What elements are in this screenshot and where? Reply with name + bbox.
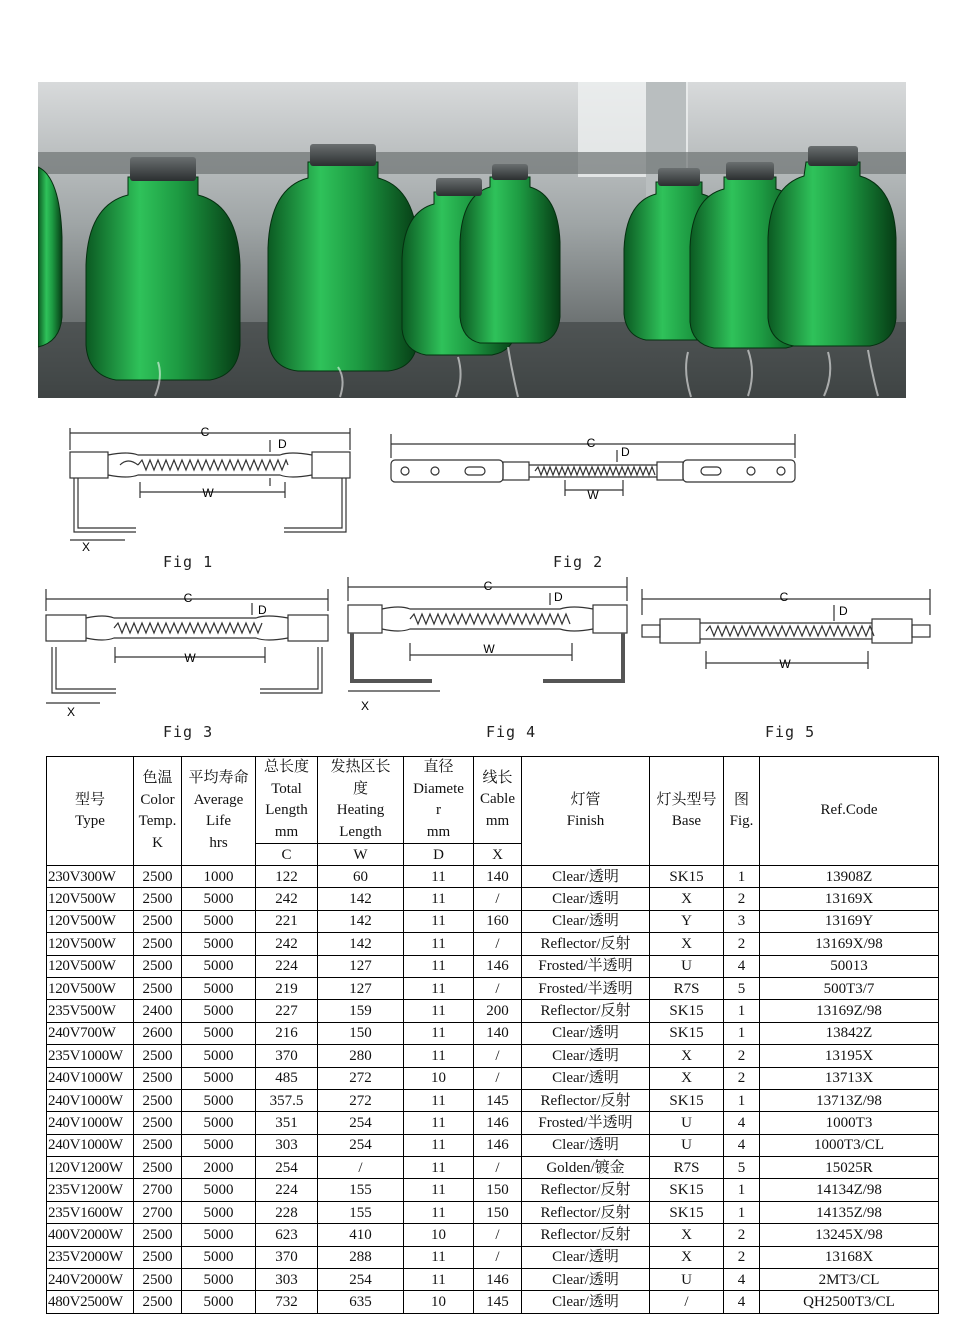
cell-heating-length: 635 <box>318 1291 404 1313</box>
cell-type: 120V500W <box>47 977 134 999</box>
cell-base: U <box>650 1269 724 1291</box>
cell-total-length: 242 <box>256 888 318 910</box>
cell-fig: 2 <box>724 1067 760 1089</box>
cell-base: Y <box>650 910 724 932</box>
fig5-label-d: D <box>839 604 848 618</box>
fig1-label-d: D <box>278 437 287 451</box>
cell-heating-length: 272 <box>318 1067 404 1089</box>
figure-4-diagram <box>340 573 635 713</box>
cell-average-life: 5000 <box>182 1022 256 1044</box>
cell-base: X <box>650 1045 724 1067</box>
cell-cable: 146 <box>474 1112 522 1134</box>
cell-color-temp: 2500 <box>134 866 182 888</box>
cell-total-length: 732 <box>256 1291 318 1313</box>
cell-type: 240V1000W <box>47 1089 134 1111</box>
cell-color-temp: 2500 <box>134 1045 182 1067</box>
subheader-w: W <box>318 844 404 866</box>
cell-fig: 2 <box>724 933 760 955</box>
table-row <box>47 977 939 999</box>
cell-type: 240V1000W <box>47 1067 134 1089</box>
cell-fig: 1 <box>724 1179 760 1201</box>
fig5-label-c: C <box>779 590 789 604</box>
cell-color-temp: 2500 <box>134 1246 182 1268</box>
product-photo <box>38 82 906 398</box>
cell-color-temp: 2500 <box>134 1112 182 1134</box>
cell-type: 120V500W <box>47 910 134 932</box>
lamp-diagram-fig1 <box>60 420 360 555</box>
table-row <box>47 955 939 977</box>
cell-cable: 200 <box>474 1000 522 1022</box>
cell-fig: 2 <box>724 1246 760 1268</box>
cell-color-temp: 2500 <box>134 888 182 910</box>
table-row <box>47 1246 939 1268</box>
cell-average-life: 5000 <box>182 1224 256 1246</box>
cell-diameter: 11 <box>404 1201 474 1223</box>
cell-diameter: 11 <box>404 1157 474 1179</box>
fig5-label-w: W <box>779 657 791 671</box>
cell-fig: 1 <box>724 1089 760 1111</box>
cell-finish: Reflector/反射 <box>522 1224 650 1246</box>
cell-color-temp: 2500 <box>134 1089 182 1111</box>
cell-color-temp: 2500 <box>134 1134 182 1156</box>
cell-type: 120V500W <box>47 933 134 955</box>
cell-total-length: 219 <box>256 977 318 999</box>
cell-type: 235V1200W <box>47 1179 134 1201</box>
cell-average-life: 5000 <box>182 1134 256 1156</box>
cell-base: X <box>650 1246 724 1268</box>
cell-finish: Frosted/半透明 <box>522 955 650 977</box>
cell-cable: 140 <box>474 866 522 888</box>
col-header-heating-length: 发热区长 度 Heating Length <box>318 757 404 844</box>
cell-heating-length: 155 <box>318 1179 404 1201</box>
cell-base: X <box>650 933 724 955</box>
cell-finish: Reflector/反射 <box>522 1089 650 1111</box>
table-row <box>47 910 939 932</box>
cell-heating-length: 272 <box>318 1089 404 1111</box>
cell-cable: / <box>474 1045 522 1067</box>
cell-total-length: 351 <box>256 1112 318 1134</box>
cell-diameter: 11 <box>404 977 474 999</box>
table-row <box>47 1134 939 1156</box>
cell-heating-length: 142 <box>318 910 404 932</box>
cell-average-life: 5000 <box>182 1045 256 1067</box>
figure-4-caption: Fig 4 <box>486 723 537 741</box>
bottles-photo-illustration <box>38 82 906 398</box>
cell-average-life: 5000 <box>182 1291 256 1313</box>
figure-1-diagram <box>60 420 360 555</box>
cell-total-length: 224 <box>256 1179 318 1201</box>
table-row <box>47 1089 939 1111</box>
cell-total-length: 485 <box>256 1067 318 1089</box>
table-row <box>47 1000 939 1022</box>
cell-finish: Clear/透明 <box>522 910 650 932</box>
cell-finish: Clear/透明 <box>522 1067 650 1089</box>
cell-diameter: 11 <box>404 1112 474 1134</box>
cell-base: X <box>650 1224 724 1246</box>
cell-diameter: 11 <box>404 1045 474 1067</box>
cell-total-length: 254 <box>256 1157 318 1179</box>
cell-finish: Clear/透明 <box>522 888 650 910</box>
cell-fig: 1 <box>724 1000 760 1022</box>
table-row <box>47 1179 939 1201</box>
cell-type: 120V500W <box>47 888 134 910</box>
lamp-diagram-fig5 <box>636 585 936 680</box>
cell-ref-code: 14135Z/98 <box>760 1201 939 1223</box>
cell-finish: Clear/透明 <box>522 1045 650 1067</box>
cell-cable: 146 <box>474 1269 522 1291</box>
cell-total-length: 221 <box>256 910 318 932</box>
fig3-label-x: X <box>67 705 76 719</box>
cell-total-length: 216 <box>256 1022 318 1044</box>
spec-table <box>46 756 939 1314</box>
fig3-label-d: D <box>258 603 267 617</box>
cell-ref-code: 13168X <box>760 1246 939 1268</box>
cell-base: / <box>650 1291 724 1313</box>
cell-average-life: 5000 <box>182 1246 256 1268</box>
lamp-diagram-fig4 <box>340 573 635 713</box>
cell-base: U <box>650 1112 724 1134</box>
col-header-diameter: 直径 Diamete r mm <box>404 757 474 844</box>
cell-fig: 4 <box>724 1134 760 1156</box>
cell-ref-code: 2MT3/CL <box>760 1269 939 1291</box>
cell-type: 240V700W <box>47 1022 134 1044</box>
cell-heating-length: 142 <box>318 933 404 955</box>
fig4-label-x: X <box>361 699 370 713</box>
cell-heating-length: 60 <box>318 866 404 888</box>
cell-fig: 1 <box>724 866 760 888</box>
cell-heating-length: 410 <box>318 1224 404 1246</box>
fig1-label-x: X <box>82 540 91 554</box>
cell-total-length: 224 <box>256 955 318 977</box>
cell-diameter: 11 <box>404 910 474 932</box>
cell-cable: 140 <box>474 1022 522 1044</box>
cell-fig: 3 <box>724 910 760 932</box>
cell-heating-length: 254 <box>318 1269 404 1291</box>
fig4-label-c: C <box>483 579 493 593</box>
cell-average-life: 5000 <box>182 888 256 910</box>
cell-type: 240V1000W <box>47 1112 134 1134</box>
cell-heating-length: 150 <box>318 1022 404 1044</box>
lamp-diagram-fig2 <box>385 428 800 508</box>
cell-cable: / <box>474 1157 522 1179</box>
cell-ref-code: 13169Z/98 <box>760 1000 939 1022</box>
col-header-average-life: 平均寿命 Average Life hrs <box>182 757 256 866</box>
table-row <box>47 1067 939 1089</box>
cell-base: SK15 <box>650 1089 724 1111</box>
cell-base: SK15 <box>650 866 724 888</box>
cell-cable: 160 <box>474 910 522 932</box>
col-header-ref-code: Ref.Code <box>760 757 939 866</box>
cell-total-length: 370 <box>256 1045 318 1067</box>
cell-cable: 145 <box>474 1291 522 1313</box>
cell-fig: 5 <box>724 977 760 999</box>
cell-cable: 146 <box>474 955 522 977</box>
cell-diameter: 11 <box>404 888 474 910</box>
col-header-base: 灯头型号 Base <box>650 757 724 866</box>
cell-heating-length: 254 <box>318 1112 404 1134</box>
cell-color-temp: 2500 <box>134 910 182 932</box>
table-row <box>47 1269 939 1291</box>
cell-finish: Frosted/半透明 <box>522 977 650 999</box>
cell-fig: 4 <box>724 955 760 977</box>
cell-ref-code: 13169Y <box>760 910 939 932</box>
col-header-fig: 图 Fig. <box>724 757 760 866</box>
fig1-label-w: W <box>202 486 214 500</box>
cell-finish: Clear/透明 <box>522 1134 650 1156</box>
cell-base: SK15 <box>650 1201 724 1223</box>
cell-fig: 2 <box>724 1045 760 1067</box>
cell-total-length: 303 <box>256 1269 318 1291</box>
cell-diameter: 11 <box>404 1134 474 1156</box>
cell-total-length: 242 <box>256 933 318 955</box>
cell-diameter: 10 <box>404 1224 474 1246</box>
cell-diameter: 11 <box>404 1246 474 1268</box>
cell-finish: Clear/透明 <box>522 1246 650 1268</box>
col-header-color-temp: 色温 Color Temp. K <box>134 757 182 866</box>
col-header-finish: 灯管 Finish <box>522 757 650 866</box>
cell-color-temp: 2500 <box>134 1269 182 1291</box>
table-row <box>47 1112 939 1134</box>
cell-color-temp: 2500 <box>134 955 182 977</box>
cell-diameter: 11 <box>404 1000 474 1022</box>
cell-total-length: 227 <box>256 1000 318 1022</box>
subheader-x: X <box>474 844 522 866</box>
cell-base: SK15 <box>650 1022 724 1044</box>
cell-average-life: 5000 <box>182 955 256 977</box>
cell-base: SK15 <box>650 1000 724 1022</box>
cell-fig: 1 <box>724 1201 760 1223</box>
cell-total-length: 623 <box>256 1224 318 1246</box>
cell-heating-length: 127 <box>318 977 404 999</box>
cell-ref-code: 500T3/7 <box>760 977 939 999</box>
cell-heating-length: 155 <box>318 1201 404 1223</box>
cell-average-life: 2000 <box>182 1157 256 1179</box>
fig3-label-w: W <box>184 651 196 665</box>
cell-fig: 4 <box>724 1269 760 1291</box>
cell-type: 230V300W <box>47 866 134 888</box>
cell-color-temp: 2700 <box>134 1179 182 1201</box>
cell-cable: 145 <box>474 1089 522 1111</box>
cell-finish: Frosted/半透明 <box>522 1112 650 1134</box>
cell-type: 235V2000W <box>47 1246 134 1268</box>
cell-cable: / <box>474 888 522 910</box>
table-row <box>47 888 939 910</box>
table-row <box>47 1201 939 1223</box>
cell-type: 120V1200W <box>47 1157 134 1179</box>
cell-finish: Clear/透明 <box>522 1022 650 1044</box>
cell-average-life: 5000 <box>182 1089 256 1111</box>
table-row <box>47 1045 939 1067</box>
cell-ref-code: 13169X <box>760 888 939 910</box>
cell-cable: / <box>474 933 522 955</box>
cell-total-length: 228 <box>256 1201 318 1223</box>
figure-5-caption: Fig 5 <box>765 723 816 741</box>
figure-5-diagram <box>636 585 936 680</box>
table-row <box>47 1291 939 1313</box>
cell-heating-length: / <box>318 1157 404 1179</box>
subheader-c: C <box>256 844 318 866</box>
cell-diameter: 11 <box>404 1089 474 1111</box>
cell-average-life: 5000 <box>182 910 256 932</box>
cell-type: 480V2500W <box>47 1291 134 1313</box>
cell-finish: Clear/透明 <box>522 866 650 888</box>
cell-diameter: 10 <box>404 1291 474 1313</box>
figure-1-caption: Fig 1 <box>163 553 214 571</box>
cell-fig: 5 <box>724 1157 760 1179</box>
cell-color-temp: 2500 <box>134 977 182 999</box>
fig4-label-d: D <box>554 590 563 604</box>
cell-base: SK15 <box>650 1179 724 1201</box>
table-row <box>47 1157 939 1179</box>
cell-base: R7S <box>650 1157 724 1179</box>
cell-color-temp: 2500 <box>134 1067 182 1089</box>
cell-diameter: 11 <box>404 866 474 888</box>
cell-color-temp: 2400 <box>134 1000 182 1022</box>
cell-ref-code: 50013 <box>760 955 939 977</box>
cell-diameter: 11 <box>404 1179 474 1201</box>
fig2-label-w: W <box>587 488 599 502</box>
cell-finish: Reflector/反射 <box>522 1201 650 1223</box>
cell-cable: 150 <box>474 1179 522 1201</box>
cell-fig: 2 <box>724 1224 760 1246</box>
cell-finish: Clear/透明 <box>522 1291 650 1313</box>
cell-average-life: 5000 <box>182 1269 256 1291</box>
cell-heating-length: 254 <box>318 1134 404 1156</box>
header-row <box>47 757 939 844</box>
cell-average-life: 5000 <box>182 977 256 999</box>
cell-type: 235V1000W <box>47 1045 134 1067</box>
cell-cable: / <box>474 977 522 999</box>
cell-fig: 4 <box>724 1291 760 1313</box>
cell-ref-code: 15025R <box>760 1157 939 1179</box>
cell-color-temp: 2600 <box>134 1022 182 1044</box>
table-row <box>47 1022 939 1044</box>
cell-heating-length: 127 <box>318 955 404 977</box>
col-header-total-length: 总长度 Total Length mm <box>256 757 318 844</box>
cell-type: 240V2000W <box>47 1269 134 1291</box>
cell-diameter: 11 <box>404 1269 474 1291</box>
cell-average-life: 5000 <box>182 1112 256 1134</box>
cell-cable: / <box>474 1224 522 1246</box>
figure-2-diagram <box>385 428 800 508</box>
fig4-label-w: W <box>483 642 495 656</box>
cell-average-life: 1000 <box>182 866 256 888</box>
cell-heating-length: 288 <box>318 1246 404 1268</box>
cell-cable: / <box>474 1067 522 1089</box>
cell-finish: Reflector/反射 <box>522 1179 650 1201</box>
cell-color-temp: 2500 <box>134 1157 182 1179</box>
fig1-label-c: C <box>200 425 210 439</box>
figure-3-diagram <box>40 585 335 720</box>
cell-total-length: 303 <box>256 1134 318 1156</box>
cell-ref-code: 13908Z <box>760 866 939 888</box>
cell-fig: 2 <box>724 888 760 910</box>
cell-cable: / <box>474 1246 522 1268</box>
cell-ref-code: 13245X/98 <box>760 1224 939 1246</box>
cell-ref-code: 1000T3/CL <box>760 1134 939 1156</box>
cell-color-temp: 2700 <box>134 1201 182 1223</box>
cell-base: U <box>650 955 724 977</box>
cell-ref-code: 13842Z <box>760 1022 939 1044</box>
fig2-label-c: C <box>586 436 596 450</box>
fig3-label-c: C <box>183 591 193 605</box>
cell-ref-code: 14134Z/98 <box>760 1179 939 1201</box>
cell-type: 400V2000W <box>47 1224 134 1246</box>
cell-total-length: 122 <box>256 866 318 888</box>
cell-diameter: 11 <box>404 955 474 977</box>
cell-type: 235V1600W <box>47 1201 134 1223</box>
cell-type: 240V1000W <box>47 1134 134 1156</box>
cell-heating-length: 159 <box>318 1000 404 1022</box>
cell-total-length: 370 <box>256 1246 318 1268</box>
cell-total-length: 357.5 <box>256 1089 318 1111</box>
lamp-diagram-fig3 <box>40 585 335 720</box>
figure-3-caption: Fig 3 <box>163 723 214 741</box>
cell-average-life: 5000 <box>182 1000 256 1022</box>
cell-fig: 1 <box>724 1022 760 1044</box>
cell-diameter: 11 <box>404 1022 474 1044</box>
table-row <box>47 1224 939 1246</box>
subheader-d: D <box>404 844 474 866</box>
cell-ref-code: 13169X/98 <box>760 933 939 955</box>
cell-base: R7S <box>650 977 724 999</box>
cell-average-life: 5000 <box>182 1201 256 1223</box>
cell-heating-length: 280 <box>318 1045 404 1067</box>
cell-finish: Reflector/反射 <box>522 933 650 955</box>
cell-average-life: 5000 <box>182 1067 256 1089</box>
cell-finish: Golden/镀金 <box>522 1157 650 1179</box>
cell-ref-code: 1000T3 <box>760 1112 939 1134</box>
cell-base: X <box>650 888 724 910</box>
cell-average-life: 5000 <box>182 1179 256 1201</box>
spec-table-body <box>47 866 939 1314</box>
cell-diameter: 11 <box>404 933 474 955</box>
table-row <box>47 866 939 888</box>
cell-cable: 150 <box>474 1201 522 1223</box>
cell-finish: Reflector/反射 <box>522 1000 650 1022</box>
cell-ref-code: 13713X <box>760 1067 939 1089</box>
col-header-type: 型号 Type <box>47 757 134 866</box>
cell-cable: 146 <box>474 1134 522 1156</box>
cell-average-life: 5000 <box>182 933 256 955</box>
cell-color-temp: 2500 <box>134 1291 182 1313</box>
cell-type: 235V500W <box>47 1000 134 1022</box>
cell-type: 120V500W <box>47 955 134 977</box>
cell-finish: Clear/透明 <box>522 1269 650 1291</box>
cell-heating-length: 142 <box>318 888 404 910</box>
cell-base: X <box>650 1067 724 1089</box>
cell-ref-code: 13195X <box>760 1045 939 1067</box>
cell-ref-code: QH2500T3/CL <box>760 1291 939 1313</box>
cell-base: U <box>650 1134 724 1156</box>
col-header-cable: 线长 Cable mm <box>474 757 522 844</box>
cell-color-temp: 2500 <box>134 933 182 955</box>
figure-2-caption: Fig 2 <box>553 553 604 571</box>
cell-fig: 4 <box>724 1112 760 1134</box>
fig2-label-d: D <box>621 445 630 459</box>
cell-diameter: 10 <box>404 1067 474 1089</box>
cell-ref-code: 13713Z/98 <box>760 1089 939 1111</box>
cell-color-temp: 2500 <box>134 1224 182 1246</box>
table-row <box>47 933 939 955</box>
